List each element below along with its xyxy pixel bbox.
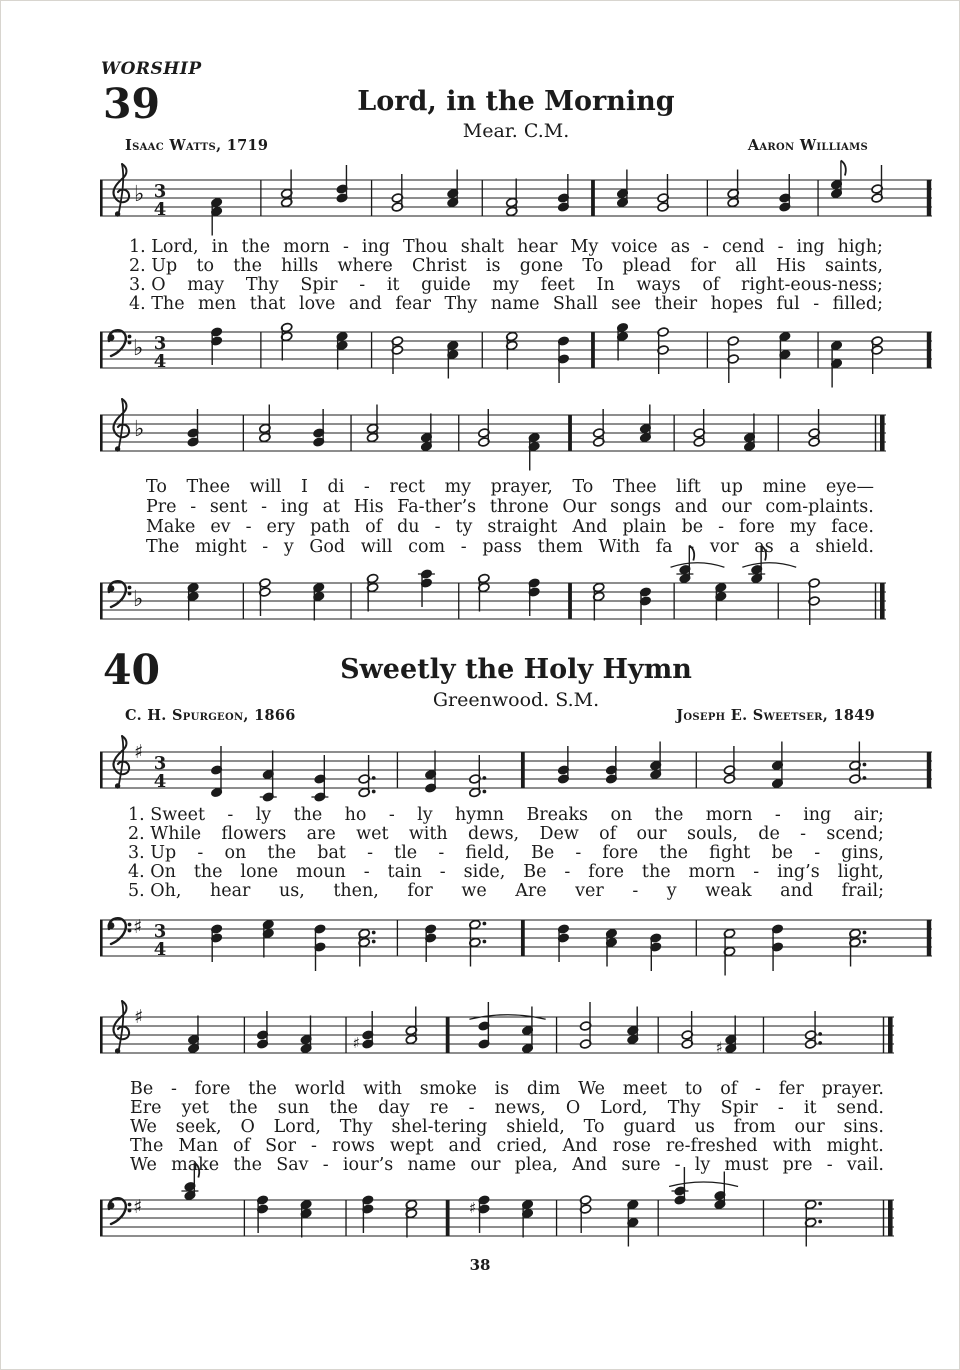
hymn-39-tune-meter: Mear. C.M.: [462, 120, 570, 142]
hymn-40-number: 40: [103, 646, 161, 694]
svg-text:3: 3: [153, 753, 167, 774]
hymn-40-tune-meter: Greenwood. S.M.: [432, 689, 600, 711]
hymn-39-system2-bass-staff: [100, 561, 886, 645]
hymn-40-composer: Joseph E. Sweetser, 1849: [676, 707, 875, 724]
svg-text:4: 4: [153, 351, 167, 372]
svg-text:4: 4: [153, 199, 167, 220]
hymn-39-system2-treble-staff: [100, 393, 886, 477]
svg-text:3: 3: [153, 333, 167, 354]
hymn-40-system2-bass-staff: [100, 1178, 894, 1262]
lyric-line: 1. Lord, in the morn - ing Thou shalt hear My voice as - cend - ing high;: [129, 237, 883, 257]
svg-text:♯: ♯: [352, 1034, 361, 1052]
hymn-39-title: Lord, in the Morning: [357, 86, 675, 117]
svg-text:♯: ♯: [134, 1006, 144, 1028]
svg-text:♯: ♯: [133, 916, 143, 938]
hymn-40-system1-treble-staff: [100, 730, 932, 814]
svg-text:4: 4: [153, 939, 167, 960]
hymn-40-system2-treble-staff: [100, 995, 894, 1079]
hymn-39-system1-bass-staff: [100, 310, 932, 394]
lyric-line: To Thee will I di - rect my prayer, To Thee lift up mine eye—: [146, 477, 874, 497]
hymn-40-author: C. H. Spurgeon, 1866: [125, 707, 296, 724]
svg-text:4: 4: [153, 771, 167, 792]
lyric-line: 4. The men that love and fear Thy name Shall see their hopes ful - filled;: [129, 294, 883, 314]
lyric-line: 3. O may Thy Spir - it guide my feet In ways of right-eous-ness;: [129, 275, 883, 295]
hymn-39-verses-first-half: [129, 238, 883, 314]
lyric-line: The might - y God will com - pass them With fa - vor as a shield.: [146, 537, 874, 557]
lyric-line: Make ev - ery path of du - ty straight And plain be - fore my face.: [146, 517, 874, 537]
lyric-line: 5. Oh, hear us, then, for we Are ver - y weak and frail;: [128, 881, 884, 901]
svg-text:♭: ♭: [134, 417, 145, 442]
svg-text:♯: ♯: [715, 1038, 724, 1057]
hymn-40-title: Sweetly the Holy Hymn: [340, 654, 692, 685]
lyric-line: The Man of Sor - rows wept and cried, And rose re-freshed with might.: [130, 1136, 884, 1156]
svg-text:♭: ♭: [133, 336, 144, 361]
svg-text:3: 3: [153, 921, 167, 942]
section-kicker: WORSHIP: [101, 59, 202, 79]
hymn-40-system1-bass-staff: [100, 898, 932, 982]
lyric-line: Pre - sent - ing at His Fa-ther’s throne Our songs and our com-plaints.: [146, 497, 874, 517]
svg-text:♭: ♭: [133, 587, 144, 612]
svg-text:3: 3: [153, 181, 167, 202]
hymn-39-verses-second-half: [146, 477, 874, 557]
lyric-line: We seek, O Lord, Thy shel-tering shield, To guard us from our sins.: [130, 1117, 884, 1137]
lyric-line: 2. While flowers are wet with dews, Dew of our souls, de - scend;: [128, 824, 884, 844]
lyric-line: 2. Up to the hills where Christ is gone To plead for all His saints,: [129, 256, 883, 276]
lyric-line: Ere yet the sun the day re - news, O Lord, Thy Spir - it send.: [130, 1098, 884, 1118]
hymn-39-composer: Aaron Williams: [747, 137, 868, 154]
hymn-40-verses-first-half: [128, 806, 884, 901]
lyric-line: We make the Sav - iour’s name our plea, And sure - ly must pre - vail.: [130, 1155, 884, 1175]
hymn-39-author: Isaac Watts, 1719: [125, 137, 269, 154]
svg-text:♯: ♯: [468, 1199, 477, 1217]
lyric-line: 4. On the lone moun - tain - side, Be - fore the morn - ing’s light,: [128, 862, 884, 882]
hymn-39-number: 39: [103, 80, 161, 128]
lyric-line: 3. Up - on the bat - tle - field, Be - fore the fight be - gins,: [128, 843, 884, 863]
lyric-line: 1. Sweet - ly the ho - ly hymn Breaks on the morn - ing air;: [128, 805, 884, 825]
svg-text:♭: ♭: [134, 182, 145, 207]
hymn-40-verses-second-half: [130, 1080, 884, 1175]
page-number: 38: [469, 1256, 491, 1274]
lyric-line: Be - fore the world with smoke is dim We meet to of - fer prayer.: [130, 1079, 884, 1099]
svg-text:♯: ♯: [133, 1196, 143, 1218]
svg-text:♯: ♯: [134, 741, 144, 763]
hymn-39-system1-treble-staff: [100, 158, 932, 242]
